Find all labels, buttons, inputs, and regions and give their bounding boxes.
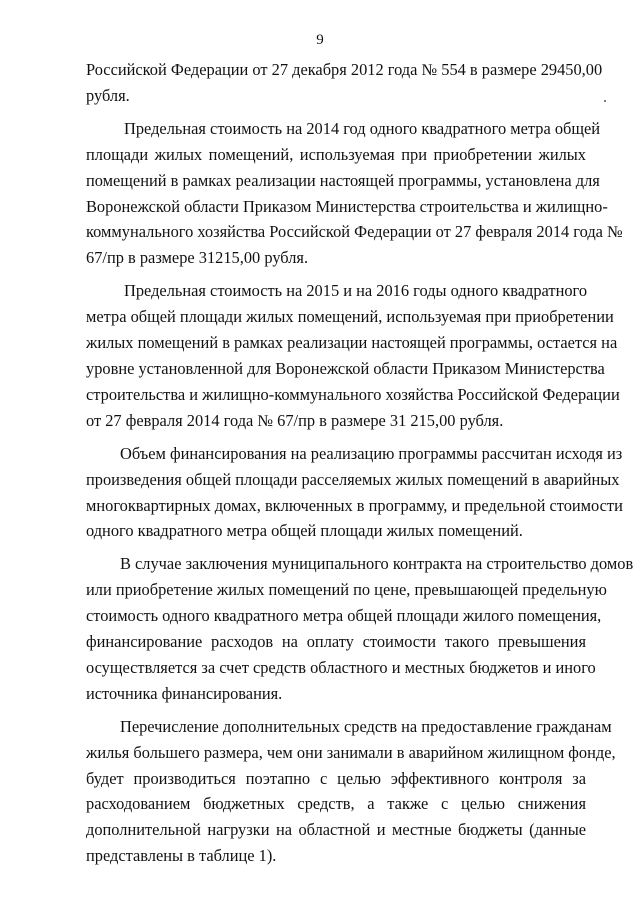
text-line: помещений в рамках реализации настоящей программы, установлена для [86,170,600,190]
text-line: или приобретение жилых помещений по цене, превышающей предельную [86,580,607,600]
text-line: Воронежской области Приказом Министерства строительства и жилищно- [86,196,608,216]
text-line: Объем финансирования на реализацию программы рассчитан исходя из [120,443,623,463]
text-line: будет производиться поэтапно с целью эффективного контроля за [86,768,586,788]
text-line: коммунального хозяйства Российской Федерации от 27 февраля 2014 года № [86,222,623,242]
text-line: жилья большего размера, чем они занимали в аварийном жилищном фонде, [86,742,616,762]
text-line: строительства и жилищно-коммунального хозяйства Российской Федерации [86,384,620,404]
text-line: одного квадратного метра общей площади жилых помещений. [86,521,523,541]
paragraph-5 [86,551,634,706]
text-line: Предельная стоимость на 2014 год одного квадратного метра общей [124,118,601,138]
document-body [86,57,634,876]
text-line: жилых помещений в рамках реализации настоящей программы, остается на [86,333,618,353]
text-line: рубля. [86,85,130,105]
paragraph-6 [86,714,616,869]
text-line: представлены в таблице 1). [86,846,277,866]
text-line: многоквартирных домах, включенных в программу, и предельной стоимости [86,495,623,515]
text-line: стоимость одного квадратного метра общей площади жилого помещения, [86,606,602,626]
scan-artifact-dot [604,100,606,102]
paragraph-4 [86,441,623,545]
paragraph-2 [86,116,623,271]
text-line: уровне установленной для Воронежской области Приказом Министерства [86,358,605,378]
text-line: Перечисление дополнительных средств на предоставление гражданам [120,716,612,736]
text-line: финансирование расходов на оплату стоимости такого превышения [86,632,586,652]
paragraph-3 [86,278,620,433]
paragraph-1 [86,57,603,109]
text-line: метра общей площади жилых помещений, используемая при приобретении [86,307,614,327]
text-line: источника финансирования. [86,683,283,703]
text-line: Российской Федерации от 27 декабря 2012 года № 554 в размере 29450,00 [86,60,603,79]
text-line: осуществляется за счет средств областного и местных бюджетов и иного [86,657,596,677]
text-line: дополнительной нагрузки на областной и местные бюджеты (данные [86,820,586,840]
text-line: площади жилых помещений, используемая при приобретении жилых [86,144,586,164]
text-line: произведения общей площади расселяемых жилых помещений в аварийных [86,469,620,489]
text-line: от 27 февраля 2014 года № 67/пр в размере 31 215,00 рубля. [86,410,504,430]
text-line: Предельная стоимость на 2015 и на 2016 годы одного квадратного [124,281,588,301]
text-line: расходованием бюджетных средств, а также с целью снижения [86,794,586,814]
text-line: В случае заключения муниципального контракта на строительство домов [120,554,634,574]
text-line: 67/пр в размере 31215,00 рубля. [86,248,309,268]
page-number: 9 [316,32,324,48]
